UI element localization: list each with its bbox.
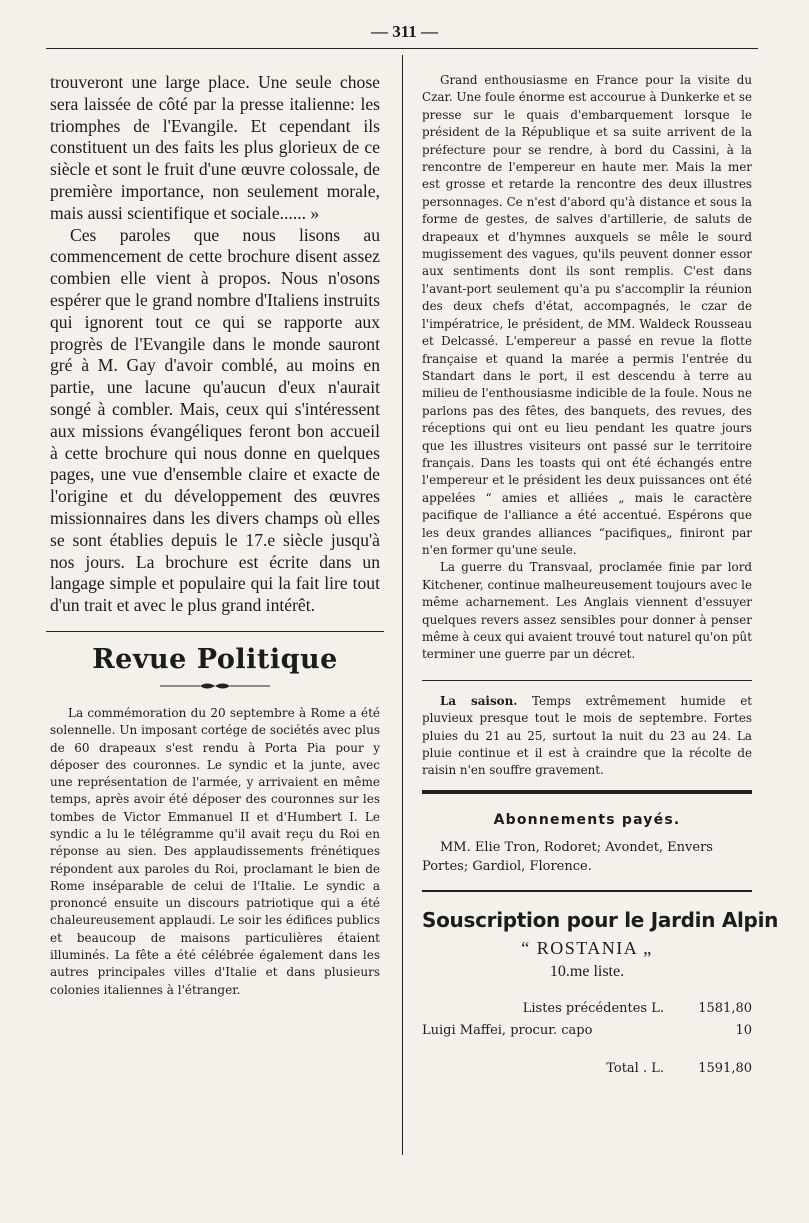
ledger-amount: 10 [735, 1022, 752, 1038]
weather-note [422, 693, 752, 780]
article-paragraph: La commémoration du 20 septembre à Rome a été solennelle. Un imposant cortége de sociétés avec plus de 60 drapeaux s'est rendu à Porta Pia pour y déposer des couronnes. Le syndic et la junte, avec une représentation de l'armée, y arrivaient en même temps, après avoir été déposer des couronnes sur les tombes de Victor Emmanuel II et d'Humbert I. Le syndic a lu le télégramme qu'il avait reçu du Roi en réponse au sien. Des applaudissements frénétiques répondent aux paroles du Roi, proclamant le bien de Rome inséparable de celui de l'Italie. Le syndic a prononcé ensuite un discours patriotique qui a été chaleureusement applaudi. Le soir les édifices publics et beaucoup de maisons particulières étaient illuminés. La fête a été célébrée également dans les autres principales villes d'Italie et dans plusieurs colonies italiennes à l'étranger. [50, 705, 380, 997]
ledger-label: Listes précédentes L. [522, 1000, 664, 1016]
right-column [422, 72, 779, 1083]
czar-visit-article [422, 72, 752, 664]
souscription-list-number: 10.me liste. [549, 962, 625, 980]
ornament-divider-icon [160, 681, 270, 691]
ledger-total-amount: 1591,80 [698, 1060, 752, 1076]
souscription-title: Souscription pour le Jardin Alpin [422, 907, 779, 932]
column-divider [402, 55, 403, 1155]
rome-commemoration-article [50, 705, 380, 999]
subscriptions-list: MM. Elie Tron, Rodoret; Avondet, Envers Portes; Gardiol, Florence. [422, 839, 713, 874]
ledger-amount: 1581,80 [698, 1000, 752, 1016]
intro-paragraph: Ces paroles que nous lisons au commencement de cette brochure disent assez combien elle vient à propos. Nous n'osons espérer que le grand nombre d'Italiens instruits qui ignorent tout ce qui se rapporte aux progrès de l'Evangile dans le monde sauront gré à M. Gay d'avoir comblé, au moins en partie, une lacune qu'aucun d'eux n'aurait songé à combler. Mais, ceux qui s'intéressent aux missions évangéliques feront bon accueil à cette brochure qui nous donne en quelques pages, une vue d'ensemble claire et exacte de l'origine et du développement des œuvres missionnaires dans les divers champs où elles se sont établies depuis le 17.e siècle jusqu'à nos jours. La brochure est écrite dans un langage simple et populaire qui la fait lire tout d'un trait et avec le plus grand intérêt. [50, 224, 380, 616]
section-rule [422, 890, 752, 892]
page-number: — 311 — [370, 22, 439, 41]
ledger-row [422, 1023, 752, 1045]
ledger-total-row [422, 1061, 752, 1083]
section-rule [46, 631, 384, 632]
subscriptions-title: Abonnements payés. [493, 811, 681, 828]
brochure-review [50, 72, 380, 617]
section-rule [422, 790, 752, 794]
ledger-row [422, 1001, 752, 1023]
article-paragraph: Grand enthousiasme en France pour la visite du Czar. Une foule énorme est accourue à Dunkerke et se presse sur le quais d'embarquement lorsque le président de la République et sa suite arrivent de la préfecture pour se rendre, à bord du Cassini, à la rencontre de l'empereur en haute mer. Mais la mer est grosse et retarde la rencontre des deux illustres personnages. Ce n'est d'abord qu'à distance et sous la forme de gestes, de salves d'artillerie, de saluts de drapeaux et d'hymnes auxquels se mêle le sourd mugissement des vagues, qu'ils peuvent donner essor aux sentiments dont ils sont remplis. C'est dans l'avant-port seulement qu'a pu s'accomplir la réunion des deux chefs d'état, accompagnés, le czar de l'impératrice, le président, de MM. Waldeck Rousseau et Delcassé. L'empereur a passé en revue la flotte française et quand la marée a permis l'entrée du Standart dans le port, il est descendu à terre au milieu de l'enthousiasme indicible de la foule. Nous ne parlons pas des fêtes, des banquets, des revues, des réceptions qui ont eu lieu pendant les quatre jours que les illustres visiteurs ont passé sur le territoire français. Dans les toasts qui ont été échangés entre l'empereur et le président les deux puissances ont été appelées “ amies et alliées „ mais le caractère pacifique de l'alliance a été accentué. Espérons que les deux grandes alliances “pacifiques„ finiront par n'en former qu'une seule. [422, 73, 752, 557]
weather-text: Temps extrêmement humide et pluvieux presque tout le mois de septembre. Fortes pluies du 21 au 25, surtout la nuit du 23 au 24. La pluie continue et il est à craindre que la récolte de raisin n'en souffre gravement. [422, 693, 753, 778]
ledger-label: Luigi Maffei, procur. capo [422, 1022, 593, 1038]
souscription-ledger [422, 1001, 752, 1083]
weather-lead: La saison. [440, 693, 518, 708]
section-rule [422, 680, 752, 681]
ledger-total-label: Total . L. [606, 1060, 664, 1076]
intro-paragraph: trouveront une large place. Une seule chose sera laissée de côté par la presse italienne: les triomphes de l'Evangile. Et cependant ils constituent un des faits les plus glorieux de ce siècle et sont le fruit d'une œuvre colossale, de première importance, non seulement morale, mais aussi scientifique et sociale...... » [50, 72, 380, 223]
souscription-name: “ ROSTANIA „ [521, 937, 653, 958]
section-title: Revue Politique [92, 643, 338, 675]
article-paragraph: La guerre du Transvaal, proclamée finie par lord Kitchener, continue malheureusement toujours avec le même acharnement. Les Anglais viennent d'essuyer quelques revers assez sensibles pour donner à penser même à ceux qui avaient trouvé tout naturel qu'on pût terminer une guerre par un décret. [422, 560, 752, 662]
left-column [50, 72, 380, 999]
weather-paragraph [422, 693, 752, 780]
header-rule [46, 48, 758, 49]
